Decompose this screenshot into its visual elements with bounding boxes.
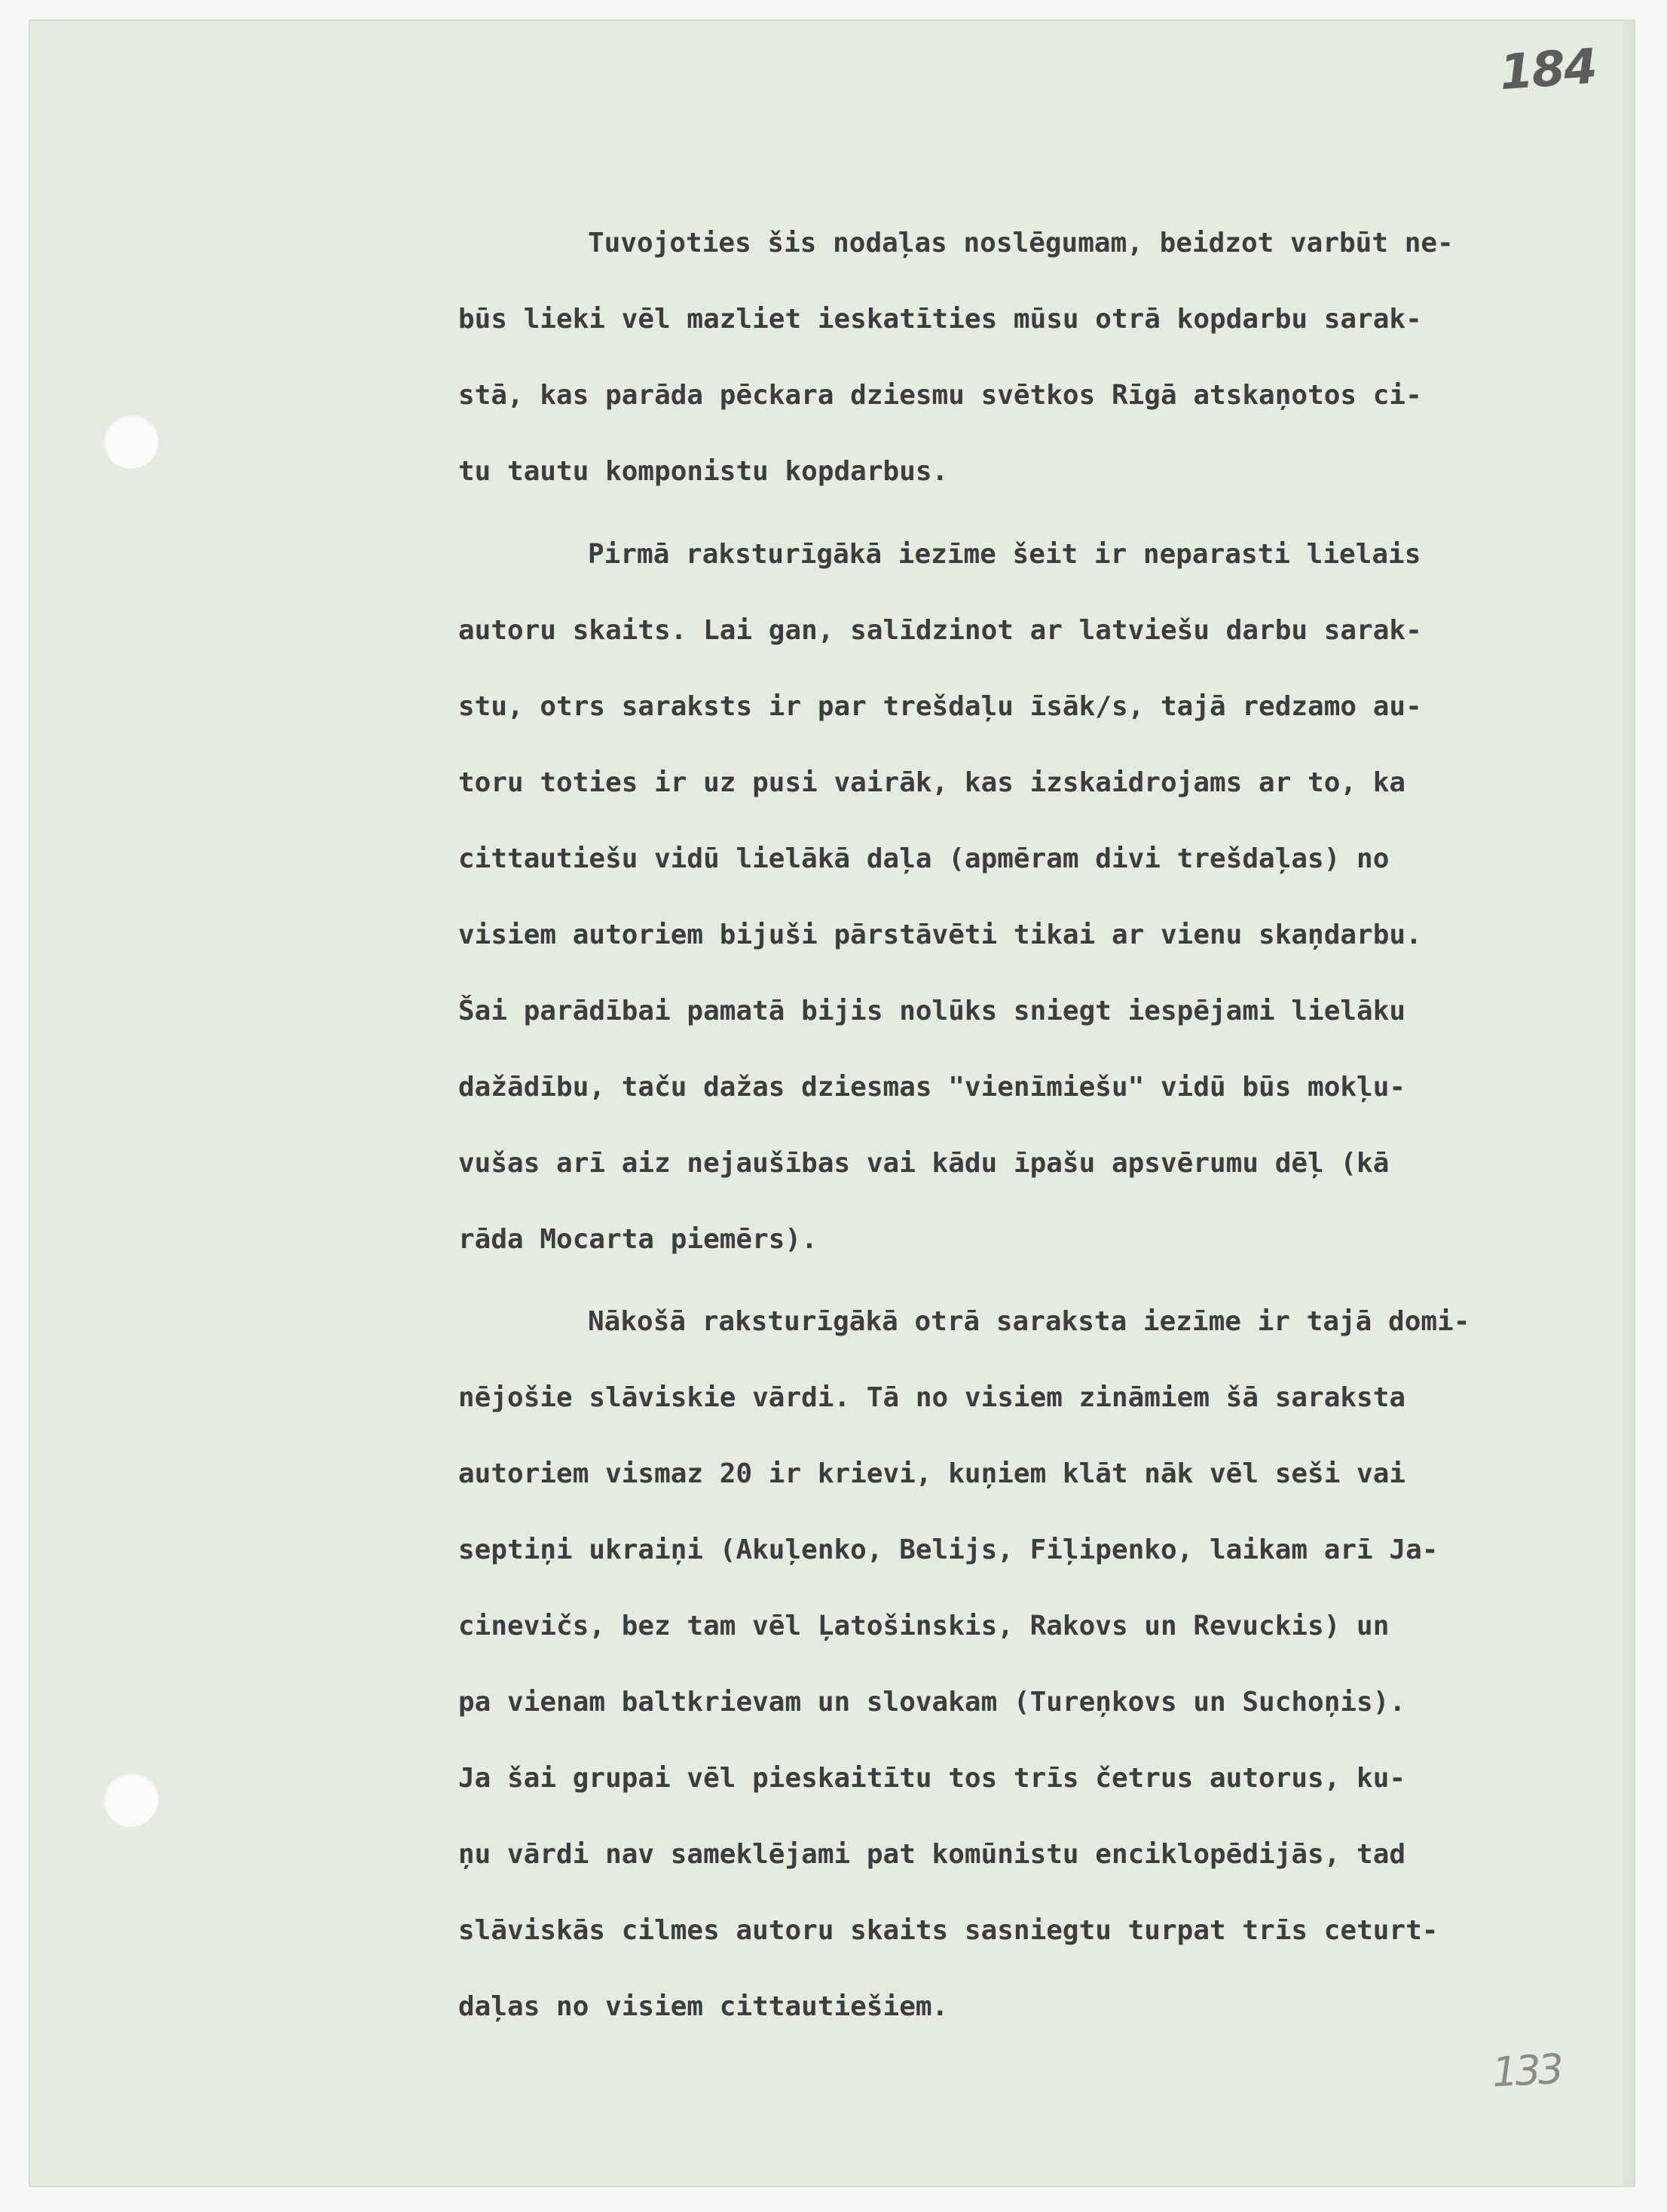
text-line: septiņi ukraiņi (Akuļenko, Belijs, Fiļipenko, laikam arī Ja-	[458, 1534, 1439, 1565]
text-line: pa vienam baltkrievam un slovakam (Tureņkovs un Suchoņis).	[458, 1687, 1406, 1718]
text-line: autoriem vismaz 20 ir krievi, kuņiem klāt nāk vēl seši vai	[458, 1458, 1406, 1489]
text-line: autoru skaits. Lai gan, salīdzinot ar latviešu darbu sarak-	[458, 615, 1422, 646]
text-line: dažādību, taču dažas dziesmas "vienīmiešu" vidū būs mokļu-	[458, 1072, 1406, 1103]
archive-number: 133	[1491, 2045, 1562, 2097]
text-line: stā, kas parāda pēckara dziesmu svētkos Rīgā atskaņotos ci-	[458, 380, 1422, 411]
text-line: būs lieki vēl mazliet ieskatīties mūsu otrā kopdarbu sarak-	[458, 304, 1422, 335]
sheet-edge	[1623, 21, 1634, 2186]
text-line: toru toties ir uz pusi vairāk, kas izskaidrojams ar to, ka	[458, 767, 1406, 798]
text-line: tu tautu komponistu kopdarbus.	[458, 456, 949, 487]
typewritten-sheet	[29, 20, 1635, 2187]
text-line: Nākošā raksturīgākā otrā saraksta iezīme ir tajā domi-	[588, 1306, 1470, 1337]
folio-number: 184	[1497, 38, 1598, 102]
text-line: Tuvojoties šis nodaļas noslēgumam, beidzot varbūt ne-	[588, 228, 1454, 259]
text-line: ņu vārdi nav sameklējami pat komūnistu enciklopēdijās, tad	[458, 1839, 1406, 1870]
text-line: daļas no visiem cittautiešiem.	[458, 1991, 949, 2022]
text-line: nējošie slāviskie vārdi. Tā no visiem zināmiem šā saraksta	[458, 1382, 1406, 1413]
punch-hole-icon	[102, 1771, 158, 1827]
text-line: Pirmā raksturīgākā iezīme šeit ir neparasti lielais	[588, 539, 1421, 570]
text-line: slāviskās cilmes autoru skaits sasniegtu turpat trīs ceturt-	[458, 1915, 1439, 1946]
punch-hole-icon	[102, 413, 158, 469]
text-line: rāda Mocarta piemērs).	[458, 1224, 818, 1255]
text-line: Ja šai grupai vēl pieskaitītu tos trīs četrus autorus, ku-	[458, 1763, 1406, 1794]
text-line: cinevičs, bez tam vēl Ļatošinskis, Rakovs un Revuckis) un	[458, 1611, 1390, 1641]
text-line: cittautiešu vidū lielākā daļa (apmēram divi trešdaļas) no	[458, 843, 1390, 874]
text-line: visiem autoriem bijuši pārstāvēti tikai ar vienu skaņdarbu.	[458, 919, 1422, 950]
text-line: vušas arī aiz nejaušības vai kādu īpašu apsvērumu dēļ (kā	[458, 1148, 1390, 1179]
text-line: stu, otrs saraksts ir par trešdaļu īsāk/s, tajā redzamo au-	[458, 691, 1422, 722]
text-line: Šai parādībai pamatā bijis nolūks sniegt iespējami lielāku	[458, 996, 1406, 1026]
